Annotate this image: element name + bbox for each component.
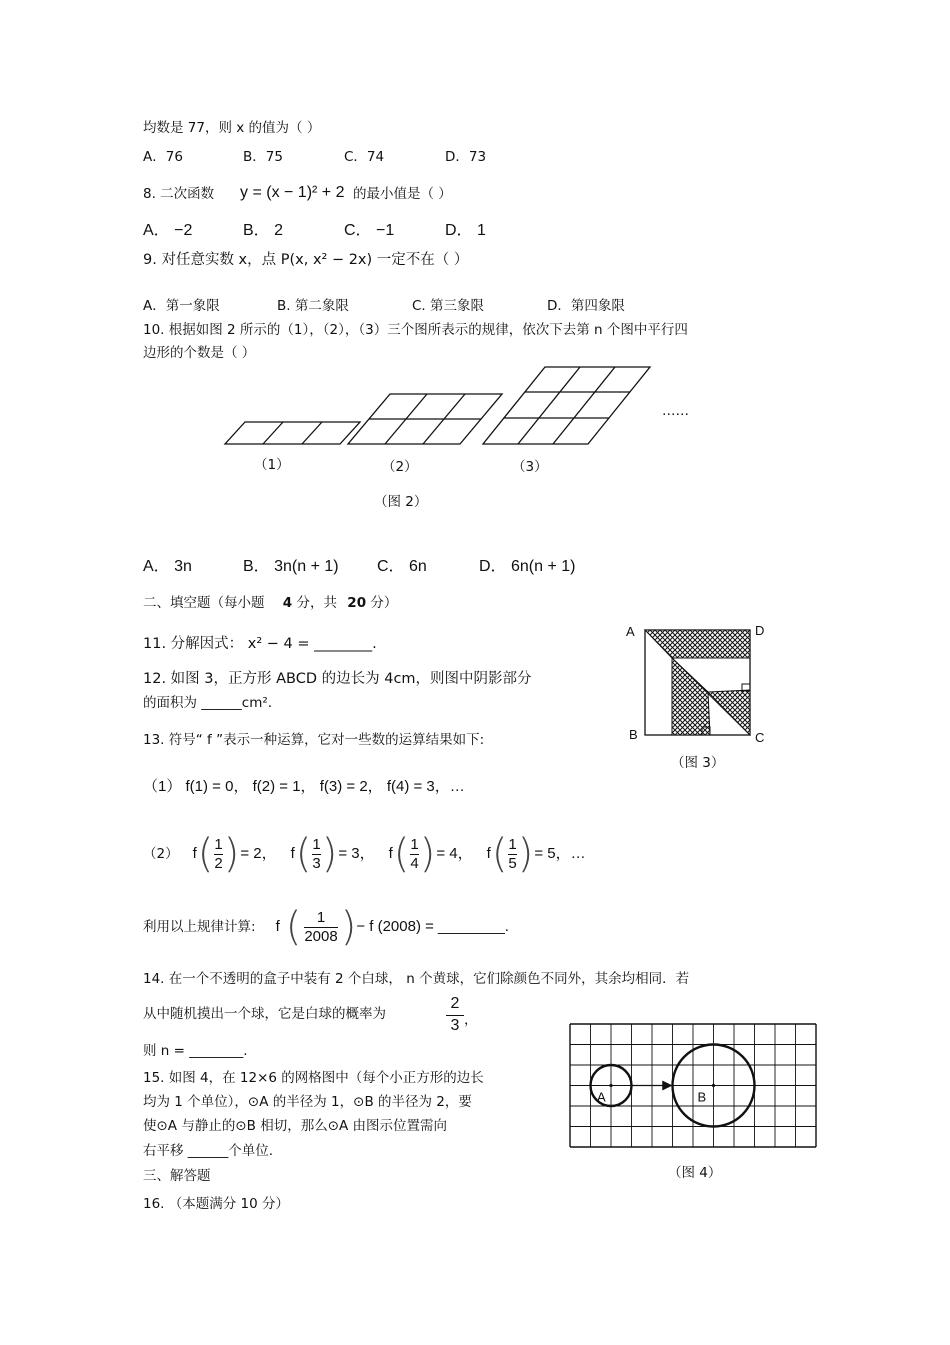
label-a: A xyxy=(597,1089,606,1105)
figure-4-grid xyxy=(568,1022,818,1148)
q9-option-b: B. 第二象限 xyxy=(277,298,349,314)
q13-row1: （1） f(1) = 0， f(2) = 1， f(3) = 2， f(4) = 3，… xyxy=(143,778,465,795)
figure-2-label-3: （3） xyxy=(512,459,548,475)
q7-option-a: A．76 xyxy=(143,149,183,165)
figure-2-label-1: （1） xyxy=(254,457,290,473)
figure-3-label-a: A xyxy=(626,624,635,639)
figure-3-label-d: D xyxy=(755,623,765,638)
q7-option-c: C．74 xyxy=(344,149,385,165)
q15-line1: 15. 如图 4，在 12×6 的网格图中（每个小正方形的边长 xyxy=(143,1070,484,1086)
q15-line4: 右平移 ______个单位. xyxy=(143,1143,274,1159)
q8-tail: 的最小值是（ ） xyxy=(353,186,452,202)
q13-row2-val-4: = 5，… xyxy=(534,845,586,862)
q9-option-a: A．第一象限 xyxy=(143,298,220,314)
q15-line2: 均为 1 个单位），⊙A 的半径为 1，⊙B 的半径为 2，要 xyxy=(143,1094,472,1110)
figure-2-parallelograms xyxy=(220,362,700,472)
arrow-head-icon xyxy=(662,1081,672,1091)
q10-option-b: B． 3n(n + 1) xyxy=(243,558,339,575)
q14-line1: 14. 在一个不透明的盒子中装有 2 个白球， n 个黄球，它们除颜色不同外，其余均相同．若 xyxy=(143,971,690,987)
parallelogram-figure-3 xyxy=(483,367,650,444)
q13-calc: 利用以上规律计算: f ( $\frac{1}{2008}$ ) − f (2008) = ________. xyxy=(143,904,509,950)
q7-option-d: D．73 xyxy=(445,149,487,165)
section-3-heading: 三、解答题 xyxy=(143,1168,211,1184)
q10-line2: 边形的个数是（ ） xyxy=(143,345,256,361)
q12-line2: 的面积为 ______cm². xyxy=(143,695,273,711)
q9-option-c: C. 第三象限 xyxy=(412,298,485,314)
q9-option-d: D．第四象限 xyxy=(547,298,625,314)
q13-line1: 13. 符号“ f ”表示一种运算，它对一些数的运算结果如下: xyxy=(143,732,485,748)
figure-2-caption: （图 2） xyxy=(374,494,428,510)
figure-2-ellipsis: …… xyxy=(662,403,689,419)
q10-option-a: A． 3n xyxy=(143,558,192,575)
figure-3-caption: （图 3） xyxy=(671,755,725,771)
q8-formula: y = (x − 1)² + 2 xyxy=(240,184,345,201)
figure-4-caption: （图 4） xyxy=(668,1165,722,1181)
q10-line1: 10. 根据如图 2 所示的（1），（2），（3）三个图所表示的规律，依次下去第 n 个图中平行四 xyxy=(143,322,688,338)
q9-stem: 9. 对任意实数 x，点 P(x, x² − 2x) 一定不在（ ） xyxy=(143,252,469,268)
figure-3-square xyxy=(620,620,770,755)
section-2-heading: 二、填空题（每小题 4 分，共 20 分） xyxy=(143,595,398,611)
center-b xyxy=(712,1084,715,1087)
parallelogram-figure-2 xyxy=(348,394,502,444)
q14-probability: 2 3 xyxy=(446,994,464,1037)
figure-3-label-b: B xyxy=(629,727,638,742)
q13-calc-pre: 利用以上规律计算: xyxy=(143,918,256,935)
q15-line3: 使⊙A 与静止的⊙B 相切，那么⊙A 由图示位置需向 xyxy=(143,1118,448,1134)
q11-text: 11. 分解因式： x² − 4 = ________. xyxy=(143,636,377,652)
q14-line2: 从中随机摸出一个球，它是白球的概率为 xyxy=(143,1006,386,1022)
q7-stem-tail: 均数是 77，则 x 的值为（ ） xyxy=(143,120,321,136)
q13-row2: （2） f ( $\frac{1}{2}$ ) = 2， f ( $\frac{1}{3}$ ) = 3， f ( $\frac{1}{4}$ ) = 4， f ( $\frac{1}{5}$ ) = 5，… xyxy=(143,831,586,877)
q8-option-c: C． −1 xyxy=(344,222,395,239)
parallelogram-figure-1 xyxy=(225,422,360,444)
figure-2-label-2: （2） xyxy=(382,459,418,475)
q16-text: 16. （本题满分 10 分） xyxy=(143,1196,290,1212)
center-a xyxy=(609,1084,612,1087)
q13-row2-val-3: = 4， xyxy=(436,845,473,862)
q13-row2-val-1: = 2， xyxy=(240,845,277,862)
q8-stem: 8. 二次函数 xyxy=(143,186,215,202)
q14-line3: 则 n = ________. xyxy=(143,1043,248,1059)
q13-row2-val-2: = 3， xyxy=(338,845,375,862)
q7-option-b: B．75 xyxy=(243,149,283,165)
q8-option-a: A． −2 xyxy=(143,222,193,239)
figure-3-label-c: C xyxy=(755,730,765,745)
q10-option-d: D． 6n(n + 1) xyxy=(479,558,576,575)
label-b: B xyxy=(697,1089,707,1105)
q13-row2-prefix: （2） xyxy=(143,845,179,862)
q10-option-c: C． 6n xyxy=(377,558,427,575)
q12-line1: 12. 如图 3，正方形 ABCD 的边长为 4cm，则图中阴影部分 xyxy=(143,671,532,687)
q8-option-d: D． 1 xyxy=(445,222,486,239)
q13-calc-post: − f (2008) = ________. xyxy=(356,918,509,935)
q8-option-b: B． 2 xyxy=(243,222,284,239)
